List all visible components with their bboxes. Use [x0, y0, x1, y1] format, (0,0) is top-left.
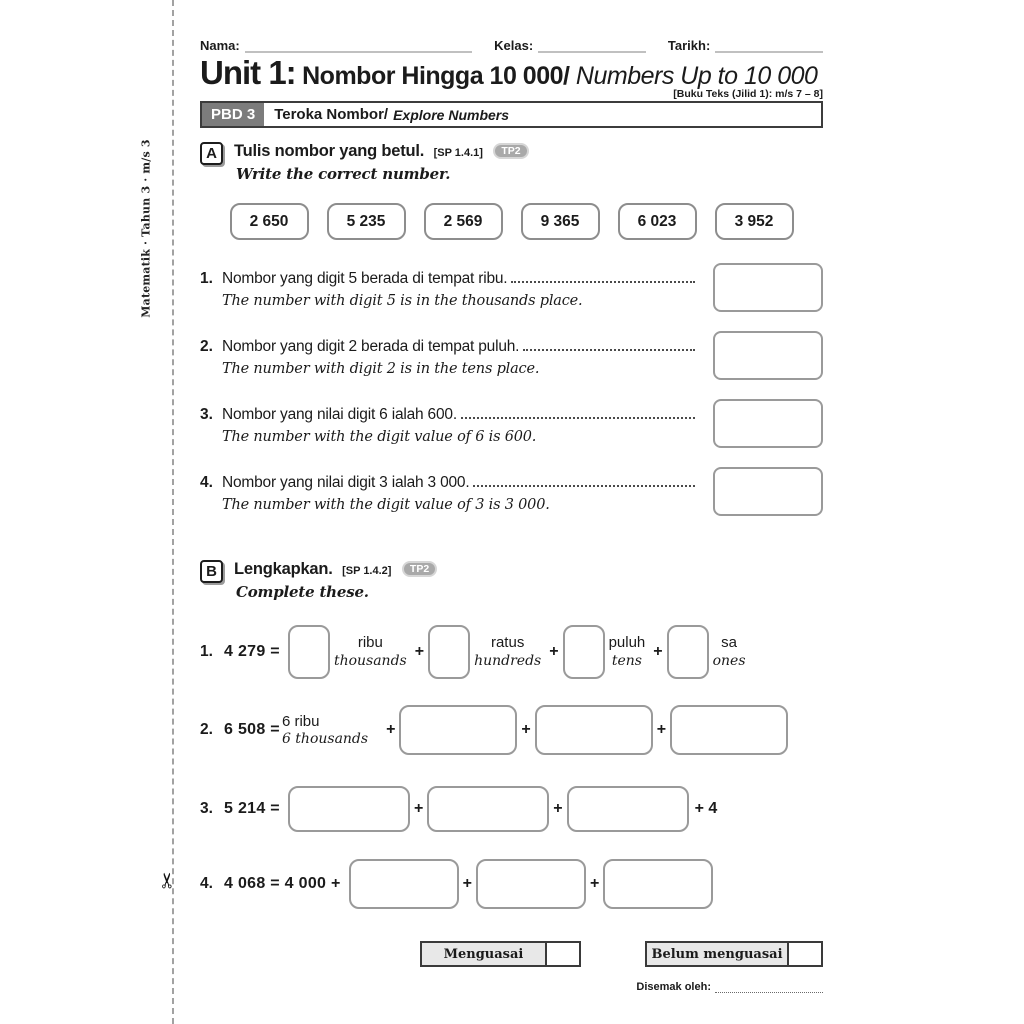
question-row-a3 [200, 406, 823, 445]
question-number: 2. [200, 721, 213, 738]
question-text-english: The number with digit 2 is in the tens place. [222, 361, 540, 377]
section-b-badge: B [200, 560, 223, 583]
dotted-leader [473, 485, 695, 487]
unit-number: Unit 1: [200, 54, 296, 91]
checked-by-label: Disemak oleh: [636, 981, 711, 993]
dotted-leader [511, 281, 695, 283]
checked-by-row [636, 981, 823, 993]
plus-sign: + [386, 721, 396, 738]
expression-tail: + 4 [694, 800, 718, 817]
answer-box-b3-2[interactable] [427, 786, 549, 832]
plus-sign: + [653, 643, 663, 660]
plus-sign: + [553, 800, 563, 817]
place-label [470, 634, 545, 670]
number-card: 9 365 [521, 203, 600, 240]
number-card-row [200, 203, 823, 240]
topic-malay: Teroka Nombor/ [274, 106, 389, 123]
topic-english: Explore Numbers [393, 106, 510, 123]
place-malay: sa [721, 633, 737, 651]
answer-box-b2-3[interactable] [670, 705, 788, 755]
number-card: 6 023 [618, 203, 697, 240]
place-english: thousands [333, 652, 407, 669]
question-number: 2. [200, 338, 213, 355]
mastered-checkbox[interactable] [545, 943, 579, 965]
question-number: 4. [200, 875, 213, 892]
question-text-malay: Nombor yang digit 5 berada di tempat ribu. [222, 270, 508, 287]
section-a-title-english: Write the correct number. [236, 165, 451, 183]
question-text-english: The number with the digit value of 3 is 3 000. [222, 497, 550, 513]
question-row-a2 [200, 338, 823, 377]
date-label: Tarikh: [667, 38, 711, 53]
question-number: 3. [200, 800, 213, 817]
dotted-leader [523, 349, 695, 351]
not-mastered-checkbox[interactable] [787, 943, 821, 965]
book-spine-label: Matematik · Tahun 3 · m/s 3 [139, 139, 153, 318]
question-row-b2 [200, 702, 823, 758]
place-label [605, 634, 650, 670]
section-a-sp-code: [SP 1.4.1] [433, 147, 483, 159]
answer-box-b3-3[interactable] [567, 786, 689, 832]
question-text-english: The number with digit 5 is in the thousands place. [222, 293, 583, 309]
question-number: 4. [200, 474, 213, 491]
name-label: Nama: [200, 38, 240, 53]
answer-box-b3-1[interactable] [288, 786, 410, 832]
question-text-malay: Nombor yang nilai digit 6 ialah 600. [222, 406, 457, 423]
plus-sign: + [521, 721, 531, 738]
unit-title-malay: Nombor Hingga 10 000/ [295, 62, 570, 90]
section-a-badge: A [200, 142, 223, 165]
section-a-title-malay: Tulis nombor yang betul. [234, 142, 425, 160]
class-label: Kelas: [494, 38, 534, 53]
worksheet-content [200, 0, 823, 1024]
question-row-b4 [200, 858, 823, 910]
textbook-reference: [Buku Teks (Jilid 1): m/s 7 – 8] [673, 88, 823, 100]
answer-box-a4[interactable] [713, 467, 823, 516]
place-english: ones [712, 652, 746, 669]
place-english: hundreds [474, 652, 542, 669]
section-b-title-english: Complete these. [236, 583, 369, 601]
plus-sign: + [549, 643, 559, 660]
not-mastered-widget [645, 941, 823, 967]
pbd-badge: PBD 3 [202, 103, 264, 126]
number-card: 2 650 [230, 203, 309, 240]
unit-title-english: Numbers Up to 10 000 [569, 62, 818, 90]
answer-box-b1-hundreds[interactable] [428, 625, 470, 679]
answer-box-b2-1[interactable] [399, 705, 517, 755]
expression: 5 214 = [224, 800, 280, 817]
question-row-b3 [200, 783, 823, 835]
student-info-row [200, 38, 823, 53]
plus-sign: + [413, 800, 424, 817]
answer-box-a3[interactable] [713, 399, 823, 448]
expression: 4 279 = [224, 643, 280, 660]
answer-box-b1-tens[interactable] [563, 625, 605, 679]
answer-box-a1[interactable] [713, 263, 823, 312]
cut-guide-line [172, 0, 174, 1024]
checked-by-field-line[interactable] [715, 983, 823, 993]
place-malay: ratus [490, 633, 525, 651]
place-english: tens [611, 652, 642, 669]
number-card: 5 235 [327, 203, 406, 240]
question-number: 1. [200, 643, 213, 660]
question-row-a1 [200, 270, 823, 309]
plus-sign: + [462, 875, 472, 892]
question-number: 1. [200, 270, 213, 287]
unit-title [200, 54, 817, 92]
question-row-a4 [200, 474, 823, 513]
class-field-line[interactable] [538, 39, 646, 53]
name-field-line[interactable] [245, 39, 472, 53]
mastered-label: Menguasai [422, 943, 545, 965]
plus-sign: + [414, 643, 425, 660]
place-malay: puluh [608, 633, 646, 651]
section-a-header [200, 142, 529, 165]
date-field-line[interactable] [715, 39, 823, 53]
answer-box-b1-thousands[interactable] [288, 625, 330, 679]
given-term [282, 713, 368, 748]
question-number: 3. [200, 406, 213, 423]
section-b-sp-code: [SP 1.4.2] [342, 565, 392, 577]
question-row-b1 [200, 622, 823, 682]
section-b-header [200, 560, 437, 583]
question-text-english: The number with the digit value of 6 is 600. [222, 429, 537, 445]
expression: 6 508 = [224, 721, 280, 738]
dotted-leader [461, 417, 695, 419]
answer-box-b4-2[interactable] [476, 859, 586, 909]
answer-box-b4-1[interactable] [349, 859, 459, 909]
section-b-tp-badge: TP2 [402, 561, 437, 577]
answer-box-b2-2[interactable] [535, 705, 653, 755]
given-malay: 6 ribu [281, 712, 320, 730]
plus-sign: + [589, 875, 600, 892]
place-label [709, 634, 750, 670]
topic-banner [200, 101, 823, 128]
number-card: 2 569 [424, 203, 503, 240]
place-label [330, 634, 411, 670]
section-a-tp-badge: TP2 [493, 143, 528, 159]
mastered-widget [420, 941, 581, 967]
not-mastered-label: Belum menguasai [647, 943, 787, 965]
scissors-icon: ✂ [156, 871, 180, 890]
place-malay: ribu [357, 633, 383, 651]
topic-title [264, 103, 509, 126]
answer-box-b4-3[interactable] [603, 859, 713, 909]
plus-sign: + [656, 721, 667, 738]
given-english: 6 thousands [281, 730, 369, 747]
section-b-title-malay: Lengkapkan. [234, 560, 333, 578]
expression: 4 068 = 4 000 + [224, 875, 341, 892]
answer-box-b1-ones[interactable] [667, 625, 709, 679]
question-text-malay: Nombor yang digit 2 berada di tempat puluh. [222, 338, 520, 355]
number-card: 3 952 [715, 203, 794, 240]
question-text-malay: Nombor yang nilai digit 3 ialah 3 000. [222, 474, 470, 491]
answer-box-a2[interactable] [713, 331, 823, 380]
